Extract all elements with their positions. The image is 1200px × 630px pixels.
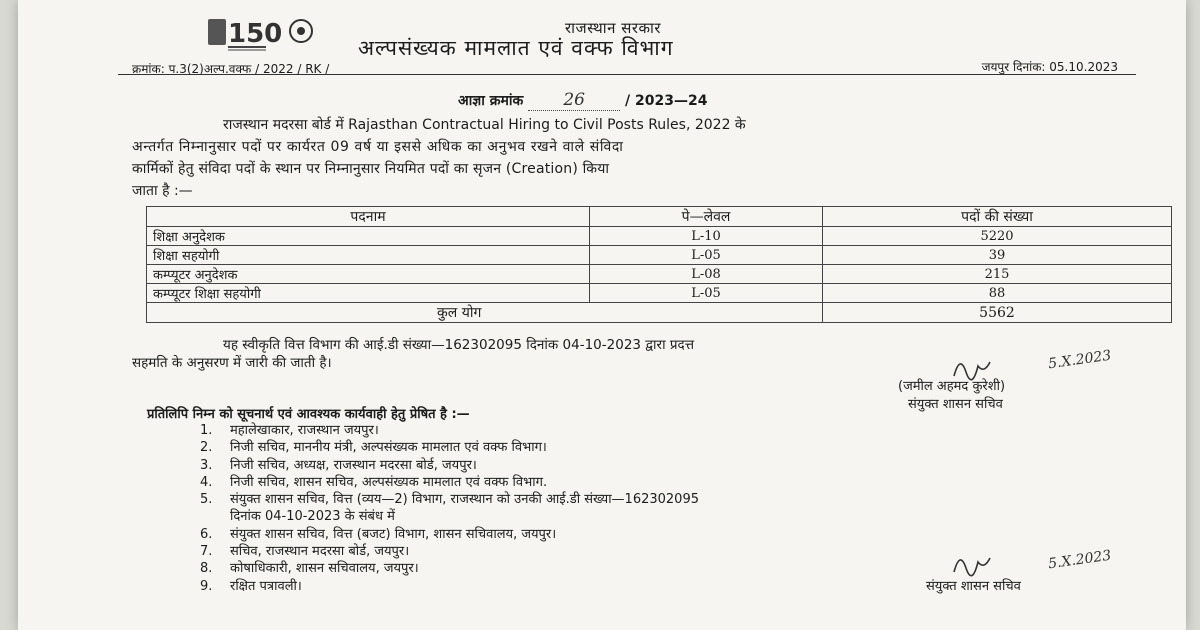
item-text: संयुक्त शासन सचिव, वित्त (व्यय—2) विभाग, राजस्थान को उनकी आई.डी संख्या—162302095: [230, 492, 700, 508]
item-text: निजी सचिव, अध्यक्ष, राजस्थान मदरसा बोर्ड, जयपुर।: [230, 457, 477, 473]
order-prefix: आज्ञा क्रमांक: [458, 93, 524, 109]
order-number: 26: [528, 90, 620, 111]
table-row: [147, 227, 1172, 246]
item-number: 7.: [200, 544, 213, 560]
cell-count: 5220: [823, 227, 1172, 246]
list-item: [200, 560, 699, 577]
header-post: पदनाम: [147, 207, 590, 227]
cell-post: शिक्षा अनुदेशक: [147, 227, 590, 246]
item-text: कोषाधिकारी, शासन सचिवालय, जयपुर।: [230, 561, 419, 577]
header-count: पदों की संख्या: [823, 207, 1172, 227]
table-row: [147, 284, 1172, 303]
item-number: 5.: [200, 492, 213, 508]
copy-heading: प्रतिलिपि निम्न को सूचनार्थ एवं आवश्यक कार्यवाही हेतु प्रेषित है :—: [147, 407, 470, 422]
copy-list: [200, 422, 699, 595]
signatory-designation: संयुक्त शासन सचिव: [908, 397, 1003, 412]
list-item: [200, 422, 699, 439]
signature-date-2: 5.X.2023: [1047, 547, 1113, 573]
cell-count: 88: [823, 284, 1172, 303]
header-divider: [118, 74, 1136, 75]
posts-table: [146, 206, 1172, 323]
reference-number: क्रमांक: प.3(2)अल्प.वक्फ / 2022 / RK /: [132, 62, 330, 76]
item-number: 6.: [200, 526, 213, 542]
department-name: अल्पसंख्यक मामलात एवं वक्फ विभाग: [358, 36, 674, 60]
body-line-2: अन्तर्गत निम्नानुसार पदों पर कार्यरत 09 वर्ष या इससे अधिक का अनुभव रखने वाले संविदा: [132, 139, 624, 155]
item-number: 8.: [200, 561, 213, 577]
list-item: [200, 543, 699, 560]
table-row: [147, 265, 1172, 284]
order-suffix: / 2023—24: [625, 93, 708, 109]
cell-post: शिक्षा सहयोगी: [147, 246, 590, 265]
cell-level: L-05: [590, 246, 823, 265]
total-value: 5562: [823, 303, 1172, 323]
cell-level: L-10: [590, 227, 823, 246]
place-date: जयपुर दिनांक: 05.10.2023: [981, 60, 1118, 74]
order-line: [458, 90, 707, 111]
cell-post: कम्प्यूटर अनुदेशक: [147, 265, 590, 284]
document-page: [18, 0, 1186, 630]
list-item: [200, 491, 699, 508]
signatory-name: (जमील अहमद कुरेशी): [898, 379, 1006, 394]
approval-line-2: सहमति के अनुसरण में जारी की जाती है।: [132, 355, 332, 371]
item-number: 9.: [200, 578, 213, 594]
item-text: निजी सचिव, माननीय मंत्री, अल्पसंख्यक मामलात एवं वक्फ विभाग।: [230, 440, 547, 456]
list-item: [200, 526, 699, 543]
table-row: [147, 246, 1172, 265]
table-total-row: [147, 303, 1172, 323]
cell-count: 215: [823, 265, 1172, 284]
cell-post: कम्प्यूटर शिक्षा सहयोगी: [147, 284, 590, 303]
header-level: पे—लेवल: [590, 207, 823, 227]
emblem-150-logo: [206, 16, 326, 52]
signature-date: 5.X.2023: [1047, 347, 1113, 373]
item-text: संयुक्त शासन सचिव, वित्त (बजट) विभाग, शासन सचिवालय, जयपुर।: [230, 526, 557, 542]
logo-number: 150: [228, 19, 283, 49]
cell-level: L-05: [590, 284, 823, 303]
item-text: सचिव, राजस्थान मदरसा बोर्ड, जयपुर।: [230, 544, 410, 560]
item-text: दिनांक 04-10-2023 के संबंध में: [230, 509, 395, 525]
item-text: महालेखाकार, राजस्थान जयपुर।: [230, 423, 379, 438]
cell-count: 39: [823, 246, 1172, 265]
item-number: 1.: [200, 423, 213, 438]
approval-line-1: यह स्वीकृति वित्त विभाग की आई.डी संख्या—162302095 दिनांक 04-10-2023 द्वारा प्रदत्त: [223, 337, 695, 353]
list-item: [200, 578, 699, 595]
body-line-1: राजस्थान मदरसा बोर्ड में Rajasthan Contractual Hiring to Civil Posts Rules, 2022 के: [223, 117, 746, 133]
item-number: 3.: [200, 457, 213, 473]
item-number: 2.: [200, 440, 213, 456]
list-item: [200, 474, 699, 491]
item-text: रक्षित पत्रावली।: [230, 578, 302, 594]
list-item: [200, 439, 699, 456]
signatory-designation-2: संयुक्त शासन सचिव: [926, 579, 1021, 594]
cell-level: L-08: [590, 265, 823, 284]
list-item: [200, 457, 699, 474]
item-number: 4.: [200, 474, 213, 490]
item-number: [200, 508, 230, 525]
total-label: कुल योग: [147, 303, 823, 323]
body-line-3: कार्मिकों हेतु संविदा पदों के स्थान पर निम्नानुसार नियमित पदों का सृजन (Creation) किया: [132, 161, 610, 177]
list-item: [200, 508, 699, 525]
table-header-row: [147, 207, 1172, 227]
item-text: निजी सचिव, शासन सचिव, अल्पसंख्यक मामलात एवं वक्फ विभाग.: [230, 474, 548, 490]
government-name: राजस्थान सरकार: [565, 19, 662, 37]
body-line-4: जाता है :—: [132, 183, 193, 199]
